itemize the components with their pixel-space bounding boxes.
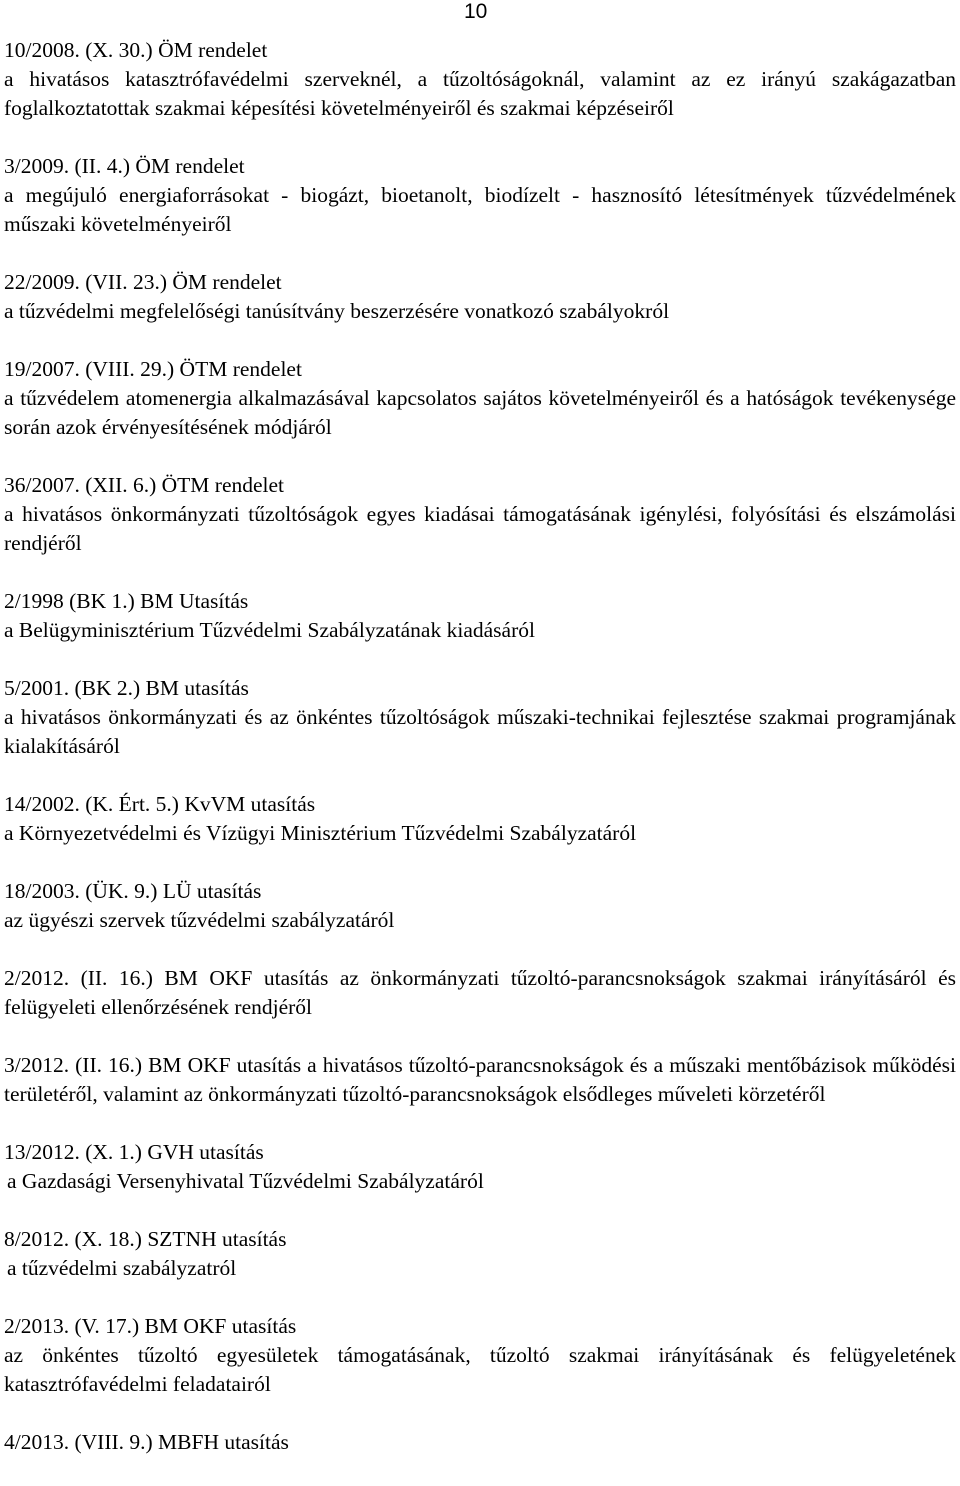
regulation-title: 3/2009. (II. 4.) ÖM rendelet	[4, 154, 245, 178]
regulation-description: az ügyészi szervek tűzvédelmi szabályzatáról	[4, 908, 395, 932]
regulation-entry	[4, 355, 956, 442]
regulation-title: 36/2007. (XII. 6.) ÖTM rendelet	[4, 473, 285, 497]
regulation-title: 14/2002. (K. Ért. 5.) KvVM utasítás	[4, 792, 316, 816]
regulation-title: 10/2008. (X. 30.) ÖM rendelet	[4, 38, 268, 62]
regulation-title: 13/2012. (X. 1.) GVH utasítás	[4, 1140, 264, 1164]
regulation-entry	[4, 1138, 956, 1196]
regulation-title: 22/2009. (VII. 23.) ÖM rendelet	[4, 270, 282, 294]
regulation-description: az önkéntes tűzoltó egyesületek támogatásának, tűzoltó szakmai irányításának és felügyeletének katasztrófavédelmi feladatairól	[4, 1343, 956, 1396]
regulation-entry	[4, 790, 956, 848]
regulation-description: a hivatásos katasztrófavédelmi szerveknél, a tűzoltóságoknál, valamint az ez irányú szakágazatban foglalkoztatottak szakmai képesítési követelményeiről és szakmai képzéseiről	[4, 67, 956, 120]
regulation-title: 8/2012. (X. 18.) SZTNH utasítás	[4, 1227, 287, 1251]
regulation-description: a megújuló energiaforrásokat - biogázt, bioetanolt, biodízelt - hasznosító létesítmények tűzvédelmének műszaki követelményeiről	[4, 183, 956, 236]
regulation-entry	[4, 1428, 956, 1457]
regulation-entry	[4, 674, 956, 761]
regulation-description: a tűzvédelmi szabályzatról	[7, 1256, 237, 1280]
regulation-description: a Belügyminisztérium Tűzvédelmi Szabályzatának kiadásáról	[4, 618, 535, 642]
regulation-entry	[4, 36, 956, 123]
regulation-entry	[4, 964, 956, 1022]
regulation-entry	[4, 1312, 956, 1399]
regulation-entry	[4, 1051, 956, 1109]
regulation-entry	[4, 152, 956, 239]
regulation-description: 3/2012. (II. 16.) BM OKF utasítás a hivatásos tűzoltó-parancsnokságok és a műszaki mentőbázisok működési területéről, valamint az önkormányzati tűzoltó-parancsnokságok elsődleges műveleti körzetéről	[4, 1053, 956, 1106]
regulation-entry	[4, 471, 956, 558]
regulation-title: 4/2013. (VIII. 9.) MBFH utasítás	[4, 1430, 289, 1454]
regulation-title: 19/2007. (VIII. 29.) ÖTM rendelet	[4, 357, 302, 381]
regulation-title: 2/2013. (V. 17.) BM OKF utasítás	[4, 1314, 297, 1338]
regulation-description: a Gazdasági Versenyhivatal Tűzvédelmi Szabályzatáról	[7, 1169, 484, 1193]
regulation-title: 2/1998 (BK 1.) BM Utasítás	[4, 589, 249, 613]
regulation-title: 5/2001. (BK 2.) BM utasítás	[4, 676, 249, 700]
regulation-description: a tűzvédelmi megfelelőségi tanúsítvány beszerzésére vonatkozó szabályokról	[4, 299, 670, 323]
regulation-description: a tűzvédelem atomenergia alkalmazásával kapcsolatos sajátos követelményeiről és a hatóságok tevékenysége során azok érvényesítésének módjáról	[4, 386, 956, 439]
regulation-description: a hivatásos önkormányzati és az önkéntes tűzoltóságok műszaki-technikai fejlesztése szakmai programjának kialakításáról	[4, 705, 956, 758]
regulation-description: 2/2012. (II. 16.) BM OKF utasítás az önkormányzati tűzoltó-parancsnokságok szakmai irányításáról és felügyeleti ellenőrzésének rendjéről	[4, 966, 956, 1019]
regulation-description: a hivatásos önkormányzati tűzoltóságok egyes kiadásai támogatásának igénylési, folyósítási és elszámolási rendjéről	[4, 502, 956, 555]
regulation-entry	[4, 268, 956, 326]
regulation-description: a Környezetvédelmi és Vízügyi Minisztérium Tűzvédelmi Szabályzatáról	[4, 821, 637, 845]
regulation-entry	[4, 1225, 956, 1283]
regulation-entry	[4, 877, 956, 935]
regulation-title: 18/2003. (ÜK. 9.) LÜ utasítás	[4, 879, 262, 903]
regulation-entry	[4, 587, 956, 645]
page-number: 10	[464, 0, 488, 23]
